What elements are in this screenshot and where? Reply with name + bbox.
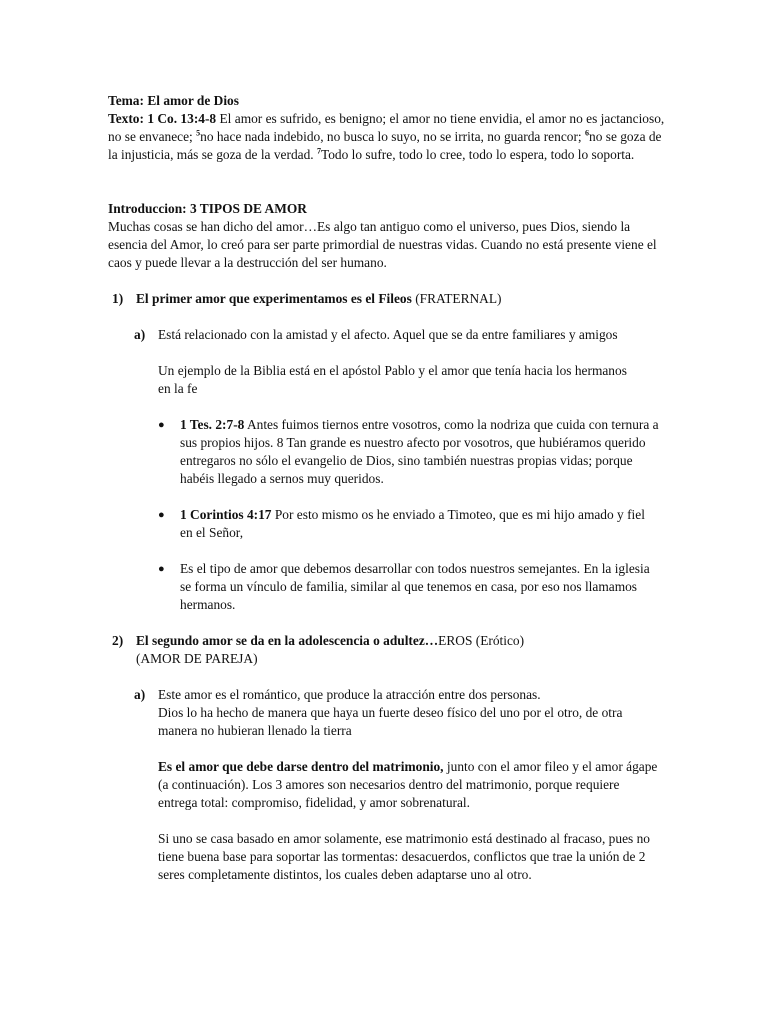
bullet-1-body: Antes fuimos tiernos entre vosotros, como la nodriza que cuida con ternura a sus propios hijos. 8 Tan grande es nuestro afecto por vosotros, que hubiéramos querido entregaros no sólo el evangelio de Dios, sino también nuestras propias vidas; porque habéis llegado a sernos muy queridos. bbox=[180, 417, 659, 486]
bullet-3-symbol: ● bbox=[158, 563, 165, 575]
texto-part3: no se goza de la injusticia, más se goza de la verdad. bbox=[108, 129, 662, 162]
section1-sub-a-line1: Está relacionado con la amistad y el afecto. Aquel que se da entre familiares y amigos bbox=[158, 327, 618, 342]
intro-label: Introduccion: bbox=[108, 201, 187, 216]
tema-text: El amor de Dios bbox=[147, 93, 239, 108]
bullet-1-ref: 1 Tes. 2:7-8 bbox=[180, 417, 245, 432]
matrimonio-bold: Es el amor que debe darse dentro del matrimonio, bbox=[158, 759, 444, 774]
bullet-2-ref: 1 Corintios 4:17 bbox=[180, 507, 272, 522]
section2-heading-tail: EROS (Erótico) bbox=[438, 633, 525, 648]
tema-line bbox=[108, 92, 668, 110]
texto-part4: Todo lo sufre, todo lo cree, todo lo espera, todo lo soporta. bbox=[320, 147, 635, 162]
section2-heading-line2: (AMOR DE PAREJA) bbox=[136, 651, 258, 666]
intro-heading bbox=[108, 200, 668, 218]
section2-heading-bold: El segundo amor se da en la adolescencia o adultez… bbox=[136, 633, 439, 648]
intro-title: 3 TIPOS DE AMOR bbox=[189, 201, 307, 216]
texto-ref: 1 Co. 13:4-8 bbox=[147, 111, 217, 126]
section1-heading-tail: (FRATERNAL) bbox=[415, 291, 502, 306]
section1-sub-a-letter: a) bbox=[134, 327, 146, 342]
section2-sub-a-line2: Dios lo ha hecho de manera que haya un fuerte deseo físico del uno por el otro, de otra manera no hubieran llenado la tierra bbox=[158, 705, 623, 738]
bullet-1-text bbox=[180, 416, 660, 488]
verse-7: 7 bbox=[316, 146, 321, 156]
matrimonio-rest: junto con el amor fileo y el amor ágape (a continuación). Los 3 amores son necesarios dentro del matrimonio, porque requiere entrega total: compromiso, fidelidad, y amor sobrenatural. bbox=[158, 759, 658, 810]
intro-paragraph: Muchas cosas se han dicho del amor…Es algo tan antiguo como el universo, pues Dios, siendo la esencia del Amor, lo creó para ser parte primordial de nuestras vidas. Cuando no está presente viene el caos y puede llevar a la destrucción del ser humano. bbox=[108, 219, 657, 270]
bullet-3-text bbox=[180, 560, 662, 614]
bullet-2-text bbox=[180, 506, 660, 542]
bullet-2-body: Por esto mismo os he enviado a Timoteo, que es mi hijo amado y fiel en el Señor, bbox=[180, 507, 645, 540]
section2-number: 2) bbox=[112, 633, 124, 648]
section2-heading bbox=[136, 632, 656, 650]
texto-paragraph bbox=[108, 110, 668, 164]
section2-para-fracaso: Si uno se casa basado en amor solamente, ese matrimonio está destinado al fracaso, pues no tiene buena base para soportar las tormentas: desacuerdos, conflictos que trae la unión de 2 seres completamente distintos, los cuales deben adaptarse uno al otro. bbox=[158, 831, 650, 882]
tema-label: Tema: bbox=[108, 93, 144, 108]
texto-part1: El amor es sufrido, es benigno; el amor no tiene envidia, el amor no es jactancioso, no se envanece; bbox=[108, 111, 665, 144]
section2-para-matrimonio bbox=[158, 758, 660, 812]
bullet-1-symbol: ● bbox=[158, 419, 165, 431]
section2-sub-a-letter: a) bbox=[134, 687, 146, 702]
texto-part2: no hace nada indebido, no busca lo suyo, no se irrita, no guarda rencor; bbox=[200, 129, 582, 144]
section1-heading bbox=[136, 290, 656, 308]
section1-heading-bold: El primer amor que experimentamos es el Fileos bbox=[136, 291, 412, 306]
bullet-3-body: Es el tipo de amor que debemos desarrollar con todos nuestros semejantes. En la iglesia se forma un vínculo de familia, similar al que tenemos en casa, por eso nos llamamos hermanos. bbox=[180, 561, 650, 612]
texto-label: Texto: bbox=[108, 111, 144, 126]
verse-5: 5 bbox=[196, 128, 201, 138]
section1-sub-a-line2: Un ejemplo de la Biblia está en el apóstol Pablo y el amor que tenía hacia los hermanos en la fe bbox=[158, 363, 627, 396]
verse-6: 6 bbox=[585, 128, 589, 138]
section2-sub-a-line1: Este amor es el romántico, que produce la atracción entre dos personas. bbox=[158, 687, 541, 702]
section1-number: 1) bbox=[112, 291, 124, 306]
bullet-2-symbol: ● bbox=[158, 509, 165, 521]
